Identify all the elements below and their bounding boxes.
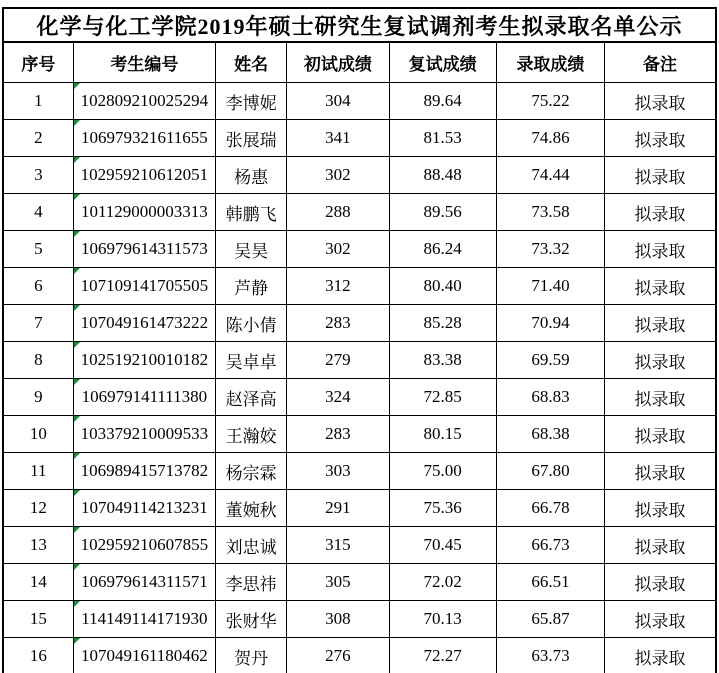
- table-row: [3, 416, 716, 453]
- cell-retest-score: 75.00: [389, 453, 496, 490]
- admission-table: [2, 7, 717, 673]
- cell-name: 吴卓卓: [216, 342, 287, 379]
- cell-initial-score: 291: [287, 490, 389, 527]
- excel-flag-icon: [74, 564, 80, 570]
- cell-retest-score: 70.13: [389, 601, 496, 638]
- cell-retest-score: 89.56: [389, 194, 496, 231]
- cell-index: 11: [3, 453, 73, 490]
- header-index: 序号: [3, 42, 73, 83]
- cell-candidate-id: 106979614311571: [73, 564, 215, 601]
- cell-initial-score: 279: [287, 342, 389, 379]
- table-row: [3, 268, 716, 305]
- cell-name: 芦静: [216, 268, 287, 305]
- cell-admission-score: 66.78: [496, 490, 604, 527]
- table-row: [3, 342, 716, 379]
- excel-flag-icon: [74, 490, 80, 496]
- cell-name: 李思祎: [216, 564, 287, 601]
- cell-remark: 拟录取: [605, 157, 716, 194]
- cell-candidate-id: 107049161473222: [73, 305, 215, 342]
- cell-initial-score: 302: [287, 157, 389, 194]
- excel-flag-icon: [74, 120, 80, 126]
- cell-retest-score: 83.38: [389, 342, 496, 379]
- cell-retest-score: 75.36: [389, 490, 496, 527]
- cell-retest-score: 86.24: [389, 231, 496, 268]
- header-remark: 备注: [605, 42, 716, 83]
- cell-name: 董婉秋: [216, 490, 287, 527]
- table-row: [3, 157, 716, 194]
- admission-notice-sheet: [0, 7, 719, 673]
- cell-name: 张财华: [216, 601, 287, 638]
- cell-candidate-id: 102809210025294: [73, 83, 215, 120]
- cell-initial-score: 276: [287, 638, 389, 673]
- table-row: [3, 453, 716, 490]
- cell-candidate-id: 106979321611655: [73, 120, 215, 157]
- excel-flag-icon: [74, 638, 80, 644]
- cell-initial-score: 315: [287, 527, 389, 564]
- cell-admission-score: 66.73: [496, 527, 604, 564]
- excel-flag-icon: [74, 527, 80, 533]
- cell-name: 吴昊: [216, 231, 287, 268]
- cell-index: 12: [3, 490, 73, 527]
- cell-initial-score: 305: [287, 564, 389, 601]
- excel-flag-icon: [74, 268, 80, 274]
- cell-name: 杨宗霖: [216, 453, 287, 490]
- cell-remark: 拟录取: [605, 194, 716, 231]
- cell-remark: 拟录取: [605, 601, 716, 638]
- cell-name: 贺丹: [216, 638, 287, 673]
- cell-candidate-id: 114149114171930: [73, 601, 215, 638]
- cell-remark: 拟录取: [605, 379, 716, 416]
- cell-admission-score: 68.38: [496, 416, 604, 453]
- cell-candidate-id: 102959210612051: [73, 157, 215, 194]
- cell-name: 刘忠诚: [216, 527, 287, 564]
- cell-candidate-id: 107109141705505: [73, 268, 215, 305]
- cell-index: 1: [3, 83, 73, 120]
- table-row: [3, 120, 716, 157]
- cell-retest-score: 88.48: [389, 157, 496, 194]
- cell-name: 张展瑞: [216, 120, 287, 157]
- cell-initial-score: 324: [287, 379, 389, 416]
- cell-admission-score: 68.83: [496, 379, 604, 416]
- cell-index: 8: [3, 342, 73, 379]
- cell-name: 王瀚姣: [216, 416, 287, 453]
- cell-initial-score: 303: [287, 453, 389, 490]
- cell-retest-score: 72.85: [389, 379, 496, 416]
- table-row: [3, 305, 716, 342]
- excel-flag-icon: [74, 601, 80, 607]
- cell-initial-score: 341: [287, 120, 389, 157]
- cell-remark: 拟录取: [605, 305, 716, 342]
- header-name: 姓名: [216, 42, 287, 83]
- cell-index: 16: [3, 638, 73, 673]
- excel-flag-icon: [74, 231, 80, 237]
- cell-index: 14: [3, 564, 73, 601]
- header-candidate-id: 考生编号: [73, 42, 215, 83]
- cell-retest-score: 89.64: [389, 83, 496, 120]
- table-header-row: [3, 42, 716, 83]
- excel-flag-icon: [74, 453, 80, 459]
- cell-name: 李博妮: [216, 83, 287, 120]
- cell-retest-score: 72.02: [389, 564, 496, 601]
- table-row: [3, 83, 716, 120]
- cell-candidate-id: 103379210009533: [73, 416, 215, 453]
- cell-remark: 拟录取: [605, 416, 716, 453]
- cell-initial-score: 283: [287, 305, 389, 342]
- cell-initial-score: 283: [287, 416, 389, 453]
- header-retest-score: 复试成绩: [389, 42, 496, 83]
- excel-flag-icon: [74, 305, 80, 311]
- table-row: [3, 527, 716, 564]
- excel-flag-icon: [74, 157, 80, 163]
- table-row: [3, 379, 716, 416]
- cell-admission-score: 66.51: [496, 564, 604, 601]
- cell-admission-score: 73.32: [496, 231, 604, 268]
- cell-admission-score: 71.40: [496, 268, 604, 305]
- cell-candidate-id: 106989415713782: [73, 453, 215, 490]
- title-row: [3, 8, 716, 42]
- table-row: [3, 194, 716, 231]
- table-row: [3, 601, 716, 638]
- cell-retest-score: 80.40: [389, 268, 496, 305]
- header-initial-score: 初试成绩: [287, 42, 389, 83]
- cell-admission-score: 65.87: [496, 601, 604, 638]
- cell-admission-score: 74.44: [496, 157, 604, 194]
- cell-remark: 拟录取: [605, 83, 716, 120]
- cell-retest-score: 85.28: [389, 305, 496, 342]
- cell-initial-score: 308: [287, 601, 389, 638]
- cell-name: 陈小倩: [216, 305, 287, 342]
- cell-retest-score: 81.53: [389, 120, 496, 157]
- page-title: 化学与化工学院2019年硕士研究生复试调剂考生拟录取名单公示: [3, 8, 716, 42]
- cell-retest-score: 70.45: [389, 527, 496, 564]
- cell-index: 5: [3, 231, 73, 268]
- cell-index: 6: [3, 268, 73, 305]
- table-row: [3, 231, 716, 268]
- cell-remark: 拟录取: [605, 268, 716, 305]
- cell-remark: 拟录取: [605, 342, 716, 379]
- cell-admission-score: 67.80: [496, 453, 604, 490]
- cell-retest-score: 72.27: [389, 638, 496, 673]
- cell-initial-score: 312: [287, 268, 389, 305]
- cell-admission-score: 63.73: [496, 638, 604, 673]
- cell-admission-score: 74.86: [496, 120, 604, 157]
- cell-candidate-id: 106979141111380: [73, 379, 215, 416]
- table-row: [3, 638, 716, 673]
- cell-index: 10: [3, 416, 73, 453]
- cell-index: 4: [3, 194, 73, 231]
- excel-flag-icon: [74, 83, 80, 89]
- cell-admission-score: 73.58: [496, 194, 604, 231]
- excel-flag-icon: [74, 379, 80, 385]
- excel-flag-icon: [74, 342, 80, 348]
- cell-initial-score: 304: [287, 83, 389, 120]
- cell-admission-score: 69.59: [496, 342, 604, 379]
- cell-initial-score: 302: [287, 231, 389, 268]
- cell-candidate-id: 101129000003313: [73, 194, 215, 231]
- table-row: [3, 490, 716, 527]
- cell-name: 韩鹏飞: [216, 194, 287, 231]
- cell-remark: 拟录取: [605, 564, 716, 601]
- cell-index: 3: [3, 157, 73, 194]
- excel-flag-icon: [74, 194, 80, 200]
- table-row: [3, 564, 716, 601]
- cell-remark: 拟录取: [605, 638, 716, 673]
- cell-candidate-id: 107049161180462: [73, 638, 215, 673]
- cell-name: 赵泽高: [216, 379, 287, 416]
- cell-candidate-id: 107049114213231: [73, 490, 215, 527]
- cell-name: 杨惠: [216, 157, 287, 194]
- cell-remark: 拟录取: [605, 490, 716, 527]
- cell-admission-score: 70.94: [496, 305, 604, 342]
- cell-index: 2: [3, 120, 73, 157]
- cell-candidate-id: 102959210607855: [73, 527, 215, 564]
- cell-index: 13: [3, 527, 73, 564]
- cell-admission-score: 75.22: [496, 83, 604, 120]
- cell-remark: 拟录取: [605, 120, 716, 157]
- cell-initial-score: 288: [287, 194, 389, 231]
- excel-flag-icon: [74, 416, 80, 422]
- cell-index: 7: [3, 305, 73, 342]
- cell-index: 9: [3, 379, 73, 416]
- cell-remark: 拟录取: [605, 453, 716, 490]
- cell-index: 15: [3, 601, 73, 638]
- cell-retest-score: 80.15: [389, 416, 496, 453]
- cell-candidate-id: 102519210010182: [73, 342, 215, 379]
- cell-remark: 拟录取: [605, 527, 716, 564]
- cell-remark: 拟录取: [605, 231, 716, 268]
- cell-candidate-id: 106979614311573: [73, 231, 215, 268]
- header-admission-score: 录取成绩: [496, 42, 604, 83]
